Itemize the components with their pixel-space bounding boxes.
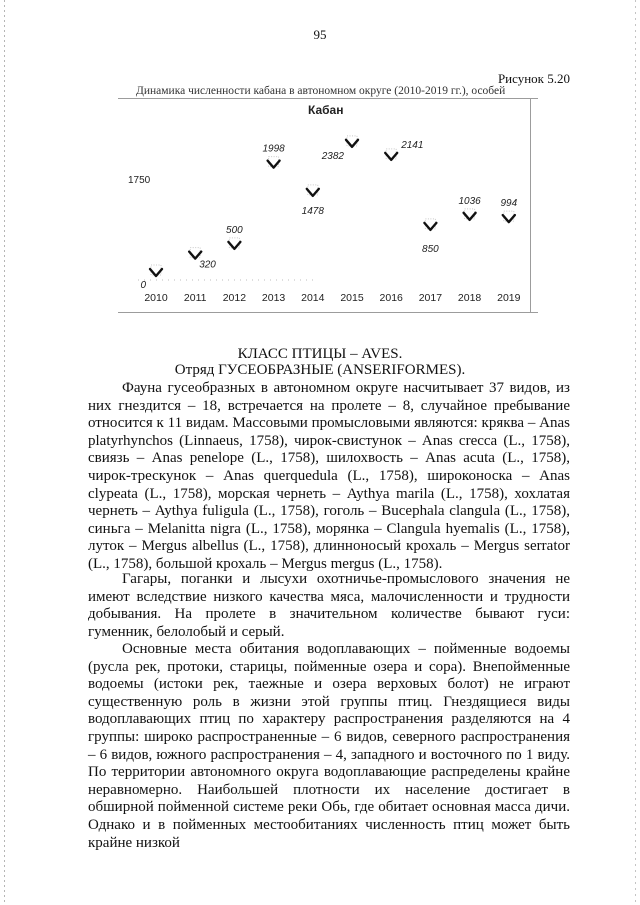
x-tick-label: 2012: [222, 292, 247, 304]
x-tick-label: 2017: [418, 292, 443, 304]
paragraph-anseriformes-fauna: Фауна гусеобразных в автономном округе насчитывает 37 видов, из них гнездится – 18, встречается на пролете – 8, случайное пребывание относится к 11 видам. Массовыми промысловыми являются: кряква – Anas platyrhynchos (Linnaeus, 1758), чирок-свистунок – Anas crecca (L., 1758), свиязь – Anas penelope (L., 1758), шилохвость – Anas acuta (L., 1758), чирок-трескунок – Anas querquedula (L., 1758), широконоска – Anas clypeata (L., 1758), морская чернеть – Aythya marila (L., 1758), хохлатая чернеть – Aythya fuligula (L., 1758), гоголь – Bucephala clangula (L., 1758), синьга – Melanitta nigra (L., 1758), морянка – Clangula hyemalis (L., 1758), луток – Mergus albellus (L., 1758), длинноносый крохаль – Mergus serrator (L., 1758), большой крохаль – Mergus mergus (L., 1758).: [88, 380, 570, 572]
paragraph-waterfowl-habitats: Основные места обитания водоплавающих – пойменные водоемы (русла рек, протоки, старицы, пойменные озера и сора). Внепойменные водоемы (истоки рек, таежные и озера верховых болот) не играют существенную роль в жизни этой группы птиц. Гнездящиеся виды водоплавающих птиц по характеру распространения разделяются на 4 группы: широко распространенные – 6 видов, северного распространения – 6 видов, южного распространения – 4, западного и восточного по 1 виду. По территории автономного округа водоплавающие распределены крайне неравномерно. Наибольшей плотности их население достигает в обширной пойменной системе реки Обь, где обитает основная масса дичи. Однако и в пойменных местообитаниях численность птиц может быть крайне низкой: [88, 641, 570, 851]
x-tick-label: 2018: [457, 292, 482, 304]
x-tick-label: 2016: [379, 292, 403, 304]
data-label-2019: 994: [500, 198, 518, 210]
class-heading: КЛАСС ПТИЦЫ – AVES.: [237, 346, 403, 362]
x-tick-label: 2010: [144, 292, 168, 304]
chart-marks: [128, 136, 521, 304]
figure-label: Рисунок 5.20: [497, 71, 570, 86]
data-label-2017: 850: [422, 243, 439, 255]
data-label-2018: 1036: [458, 195, 481, 207]
data-label-2010: 0: [140, 280, 146, 291]
y-axis-label: 1750: [128, 175, 151, 187]
data-label-2011: 320: [199, 259, 216, 271]
x-tick-label: 2013: [261, 292, 286, 304]
page-number: 95: [313, 27, 327, 42]
data-label-2016: 2141: [401, 139, 424, 151]
data-label-2012: 500: [226, 224, 243, 236]
x-tick-label: 2019: [497, 292, 521, 304]
data-label-2014: 1478: [301, 205, 324, 217]
x-tick-label: 2011: [183, 292, 207, 304]
paragraph-loons-grebes-coots: Гагары, поганки и лысухи охотничье-промыслового значения не имеют вследствие низкого качества мяса, малочисленности и трудности добывания. На пролете в значительном количестве бывают гуси: гуменник, белолобый и серый.: [88, 571, 570, 640]
data-label-2015: 2382: [321, 150, 344, 162]
chart-caption: Динамика численности кабана в автономном округе (2010-2019 гг.), особей: [136, 85, 506, 97]
data-label-2013: 1998: [262, 143, 285, 155]
x-tick-label: 2015: [340, 292, 364, 304]
x-tick-label: 2014: [301, 292, 325, 304]
scan-edge-left: [4, 0, 5, 905]
chart-title: Кабан: [308, 103, 344, 117]
order-heading: Отряд ГУСЕОБРАЗНЫЕ (ANSERIFORMES).: [174, 362, 466, 378]
wild-boar-population-chart: [118, 98, 538, 313]
scan-edge-right: [635, 0, 636, 905]
